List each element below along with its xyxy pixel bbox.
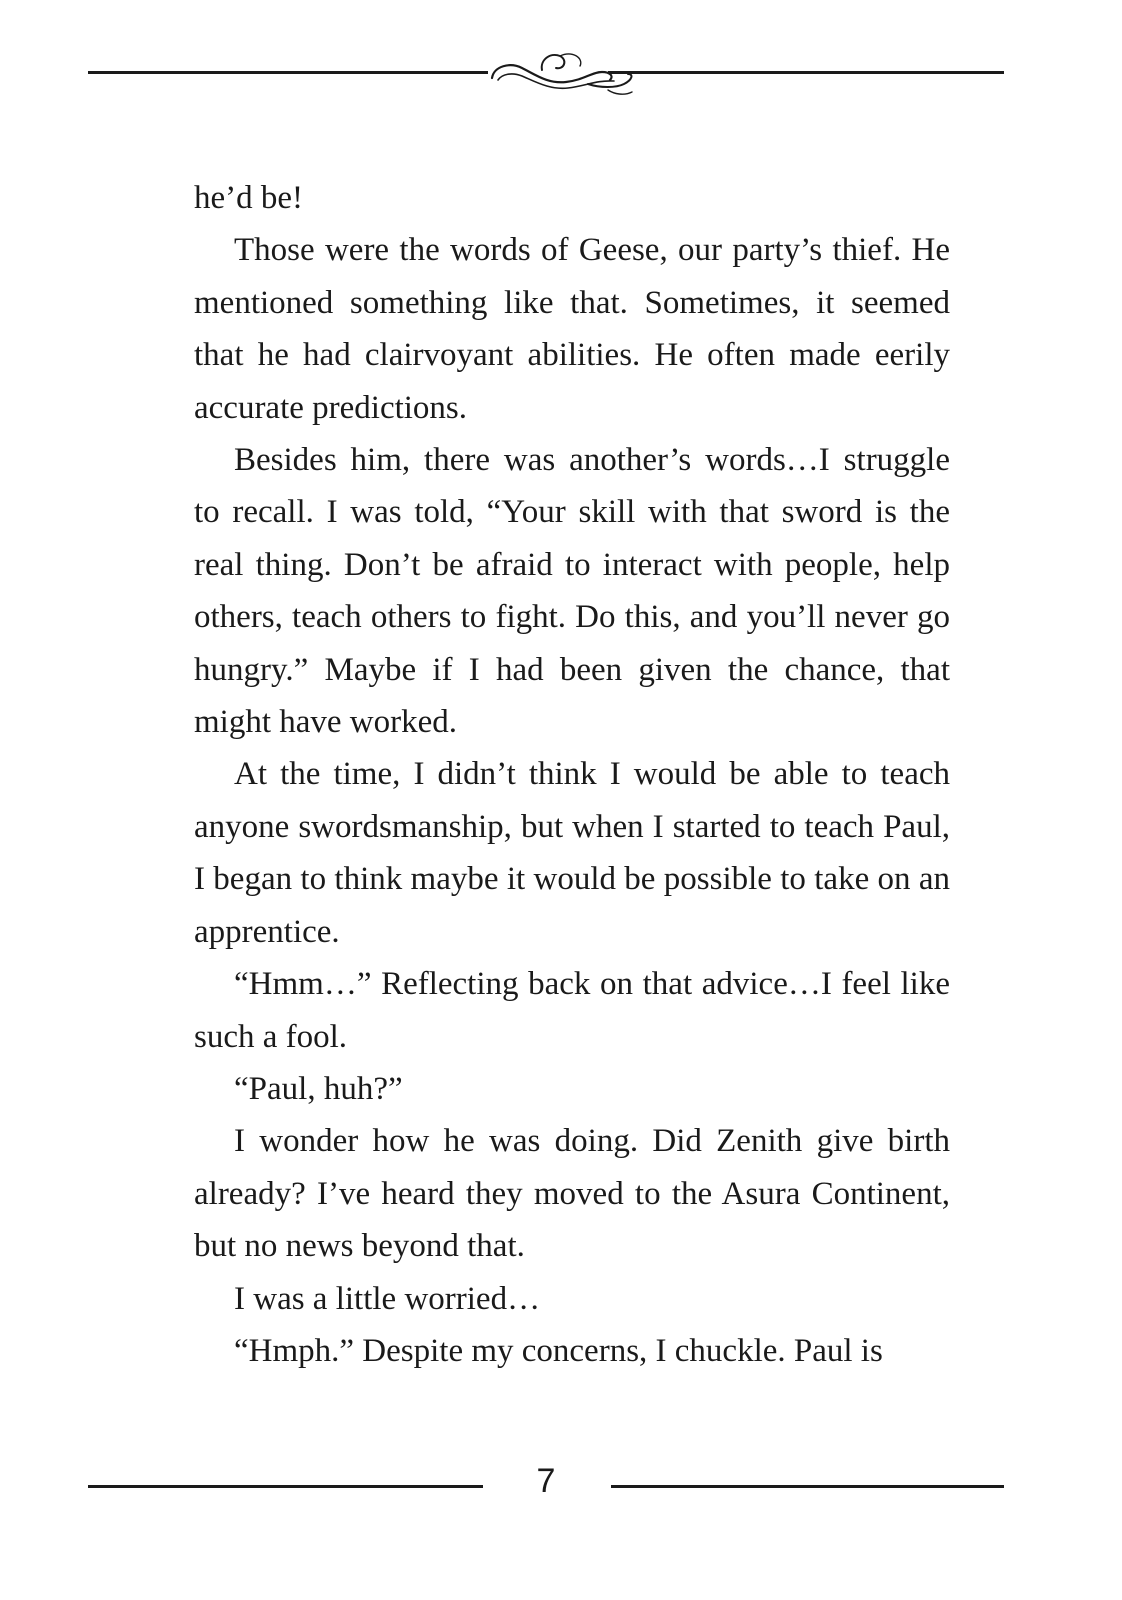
flourish-ornament-icon [488, 48, 640, 102]
paragraph: At the time, I didn’t think I would be able to teach anyone swordsmanship, but when I started to teach Paul, I began to think maybe it would be possible to take on an apprentice. [194, 756, 950, 950]
paragraph: he’d be! [194, 180, 304, 216]
footer-rule-left [88, 1485, 483, 1488]
page-number: 7 [536, 1462, 556, 1500]
header-rule-left [88, 71, 488, 74]
paragraph: Those were the words of Geese, our party’s thief. He mentioned something like that. Sometimes, it seemed that he had clairvoyant abilities. He often made eerily accurate predictions. [194, 232, 950, 426]
paragraph: I was a little worried… [234, 1280, 541, 1317]
paragraph: “Paul, huh?” [234, 1070, 403, 1107]
paragraph: “Hmm…” Reflecting back on that advice…I feel like such a fool. [194, 966, 950, 1055]
paragraph: Besides him, there was another’s words…I struggle to recall. I was told, “Your skill with that sword is the real thing. Don’t be afraid to interact with people, help others, teach others to fight. Do this, and you’ll never go hungry.” Maybe if I had been given the chance, that might have worked. [194, 442, 950, 741]
header-rule-right [640, 71, 1004, 74]
footer-rule-right [611, 1485, 1004, 1488]
paragraph: “Hmph.” Despite my concerns, I chuckle. Paul is [234, 1332, 883, 1369]
page-body-text [194, 172, 950, 1377]
paragraph: I wonder how he was doing. Did Zenith give birth already? I’ve heard they moved to the Asura Continent, but no news beyond that. [194, 1123, 950, 1265]
